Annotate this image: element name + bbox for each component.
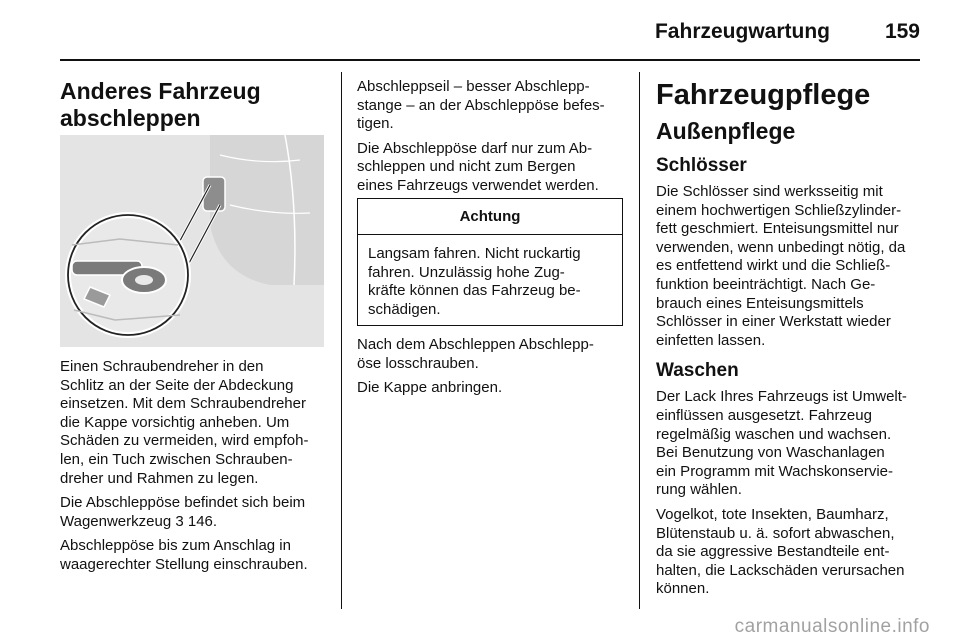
towing-eye-drawing: [60, 135, 324, 347]
column-3: [656, 78, 922, 599]
column-2-after: [357, 336, 623, 398]
column-2: [357, 78, 623, 196]
caution-notice-title: Achtung: [358, 199, 622, 235]
column-1: [60, 78, 326, 132]
chapter-subtitle: Außenpflege: [656, 118, 796, 144]
section-heading-waschen: Waschen: [656, 360, 739, 382]
paragraph: Der Lack Ihres Fahrzeugs ist Umwelt- einflüssen ausgesetzt. Fahrzeug regelmäßig waschen und wachsen. Bei Benutzung von Waschanlagen ein Programm mit Wachskonservie- rung wählen.: [656, 388, 907, 499]
paragraph: Einen Schraubendreher in den Schlitz an der Seite der Abdeckung einsetzen. Mit dem Schraubendreher die Kappe vorsichtig anheben. Um Schäden zu vermeiden, wird empfoh- len, ein Tuch zwischen Schrauben- dreher und Rahmen zu legen.: [60, 358, 309, 487]
caution-notice-box: [357, 198, 623, 326]
paragraph: Die Abschleppöse befindet sich beim Wagenwerkzeug 3 146.: [60, 494, 306, 530]
paragraph: Abschleppseil – besser Abschlepp- stange – an der Abschleppöse befes- tigen.: [357, 78, 605, 133]
paragraph: Die Schlösser sind werksseitig mit einem hochwertigen Schließzylinder- fett geschmiert. Enteisungsmittel nur verwenden, wenn unbedingt nötig, da es entfettend wirkt und die Schließ- funktion beeinträchtigt. Nach Ge- brauch eines Enteisungsmittels Schlösser in einer Werkstatt wieder einfetten lassen.: [656, 183, 906, 349]
page-header-title: Fahrzeugwartung: [654, 20, 830, 43]
paragraph: Nach dem Abschleppen Abschlepp- öse losschrauben.: [357, 336, 594, 372]
page-number: 159: [884, 20, 920, 43]
paragraph: Die Abschleppöse darf nur zum Ab- schleppen und nicht zum Bergen eines Fahrzeugs verwendet werden.: [357, 139, 599, 194]
page-reference-link[interactable]: 146.: [187, 512, 218, 530]
towing-eye-illustration: [60, 135, 324, 347]
watermark: carmanualsonline.info: [734, 616, 930, 637]
column-divider-1: [341, 72, 342, 609]
paragraph: Die Kappe anbringen.: [357, 379, 503, 397]
section-heading: Anderes Fahrzeug abschleppen: [60, 78, 261, 131]
column-1-text: [60, 358, 326, 575]
section-heading-schloesser: Schlösser: [656, 155, 747, 176]
column-divider-2: [639, 72, 640, 609]
chapter-title: Fahrzeugpflege: [656, 79, 871, 111]
paragraph: Vogelkot, tote Insekten, Baumharz, Blütenstaub u. ä. sofort abwaschen, da sie aggressive Bestandteile ent- halten, die Lackschäden verursachen können.: [656, 505, 905, 598]
paragraph: Abschleppöse bis zum Anschlag in waagerechter Stellung einschrauben.: [60, 537, 308, 573]
caution-notice-body: Langsam fahren. Nicht ruckartig fahren. Unzulässig hohe Zug- kräfte können das Fahrzeug be- schädigen.: [368, 245, 581, 318]
header-rule: [60, 59, 920, 61]
page-reference-icon: 3: [175, 512, 184, 530]
